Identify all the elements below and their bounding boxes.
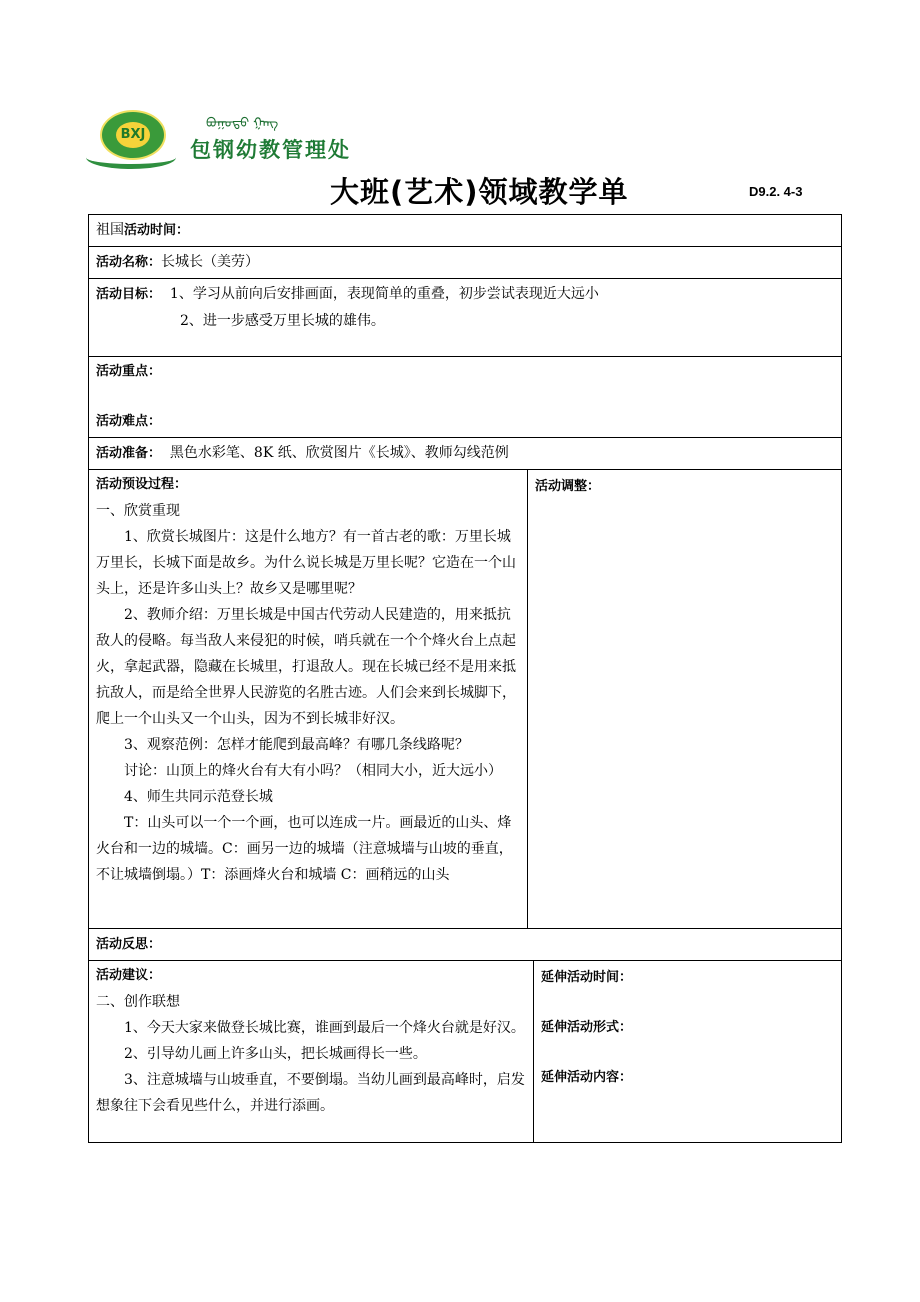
suggestion-para-2: 2、引导幼儿画上许多山头，把长城画得长一些。 xyxy=(124,1046,427,1062)
suggestion-label: 活动建议： xyxy=(96,968,162,983)
process-para-4: 讨论：山顶上的烽火台有大有小吗？（相同大小，近大远小） xyxy=(124,763,502,779)
process-cell xyxy=(89,470,528,929)
row-reflection xyxy=(89,929,842,961)
goal-1: 1、学习从前向后安排画面，表现简单的重叠，初步尝试表现近大远小 xyxy=(169,286,599,302)
difficulty-label: 活动难点： xyxy=(96,414,162,429)
suggestion-para-3: 3、注意城墙与山坡垂直，不要倒塌。当幼儿画到最高峰时，启发想象往下会看见些什么，并进行添画。 xyxy=(96,1072,525,1114)
goals-label: 活动目标： xyxy=(96,287,162,302)
process-para-3: 3、观察范例：怎样才能爬到最高峰？有哪几条线路呢？ xyxy=(124,737,469,753)
lesson-plan-table xyxy=(88,214,842,1143)
row-suggestion xyxy=(89,961,842,1143)
process-para-6: T：山头可以一个一个画，也可以连成一片。画最近的山头、烽火台和一边的城墙。C：画另一边的城墙（注意城墙与山坡的垂直，不让城墙倒塌。）T：添画烽火台和城墙 C：画稍远的山头 xyxy=(96,815,513,883)
adjust-cell xyxy=(528,470,842,929)
process-para-2: 2、教师介绍：万里长城是中国古代劳动人民建造的，用来抵抗敌人的侵略。每当敌人来侵犯的时候，哨兵就在一个个烽火台上点起火，拿起武器，隐藏在长城里，打退敌人。现在长城已经不是用来抵抗敌人，而是给全世界人民游览的名胜古迹。人们会来到长城脚下，爬上一个山头又一个山头，因为不到长城非好汉。 xyxy=(96,607,516,727)
extension-cell xyxy=(534,961,842,1143)
logo-letters: BXJ xyxy=(116,122,150,148)
logo xyxy=(86,108,386,168)
suggestion-para-1: 1、今天大家来做登长城比赛，谁画到最后一个烽火台就是好汉。 xyxy=(124,1020,525,1036)
organization-name: 包钢幼教管理处 xyxy=(190,138,351,162)
name-value: 长城长（美劳） xyxy=(161,254,260,270)
mongolian-script: ᠪᠤᠭᠤᠲᠤ ᠭᠠᠩ xyxy=(206,116,279,131)
document-number: D9.2. 4-3 xyxy=(749,184,803,199)
row-time xyxy=(89,215,842,247)
prep-value: 黑色水彩笔、8K 纸、欣赏图片《长城》、教师勾线范例 xyxy=(169,445,509,461)
process-label: 活动预设过程： xyxy=(96,477,188,492)
process-para-5: 4、师生共同示范登长城 xyxy=(124,789,273,805)
reflection-label: 活动反思： xyxy=(96,937,162,952)
time-prefix: 祖国 xyxy=(96,222,124,238)
prep-label: 活动准备： xyxy=(96,446,162,461)
row-name xyxy=(89,247,842,279)
row-key-difficulty xyxy=(89,357,842,438)
process-para-1: 1、欣赏长城图片：这是什么地方？有一首古老的歌：万里长城万里长，长城下面是故乡。为什么说长城是万里长呢？它造在一个山头上，还是许多山头上？故乡又是哪里呢？ xyxy=(96,529,516,597)
section-2-heading: 二、创作联想 xyxy=(96,994,180,1010)
suggestion-cell xyxy=(89,961,534,1143)
row-prep xyxy=(89,438,842,470)
row-goals xyxy=(89,279,842,357)
logo-swoosh-icon xyxy=(86,146,176,169)
time-label: 活动时间： xyxy=(124,223,190,238)
row-process xyxy=(89,470,842,929)
extension-content-label: 延伸活动内容： xyxy=(541,1070,633,1085)
adjust-label: 活动调整： xyxy=(535,479,601,494)
key-label: 活动重点： xyxy=(96,364,162,379)
name-label: 活动名称： xyxy=(96,255,162,270)
page-title: 大班(艺术)领域教学单 xyxy=(330,175,629,209)
section-1-heading: 一、欣赏重现 xyxy=(96,503,180,519)
goal-2: 2、进一步感受万里长城的雄伟。 xyxy=(180,313,385,329)
extension-form-label: 延伸活动形式： xyxy=(541,1020,633,1035)
extension-time-label: 延伸活动时间： xyxy=(541,970,633,985)
